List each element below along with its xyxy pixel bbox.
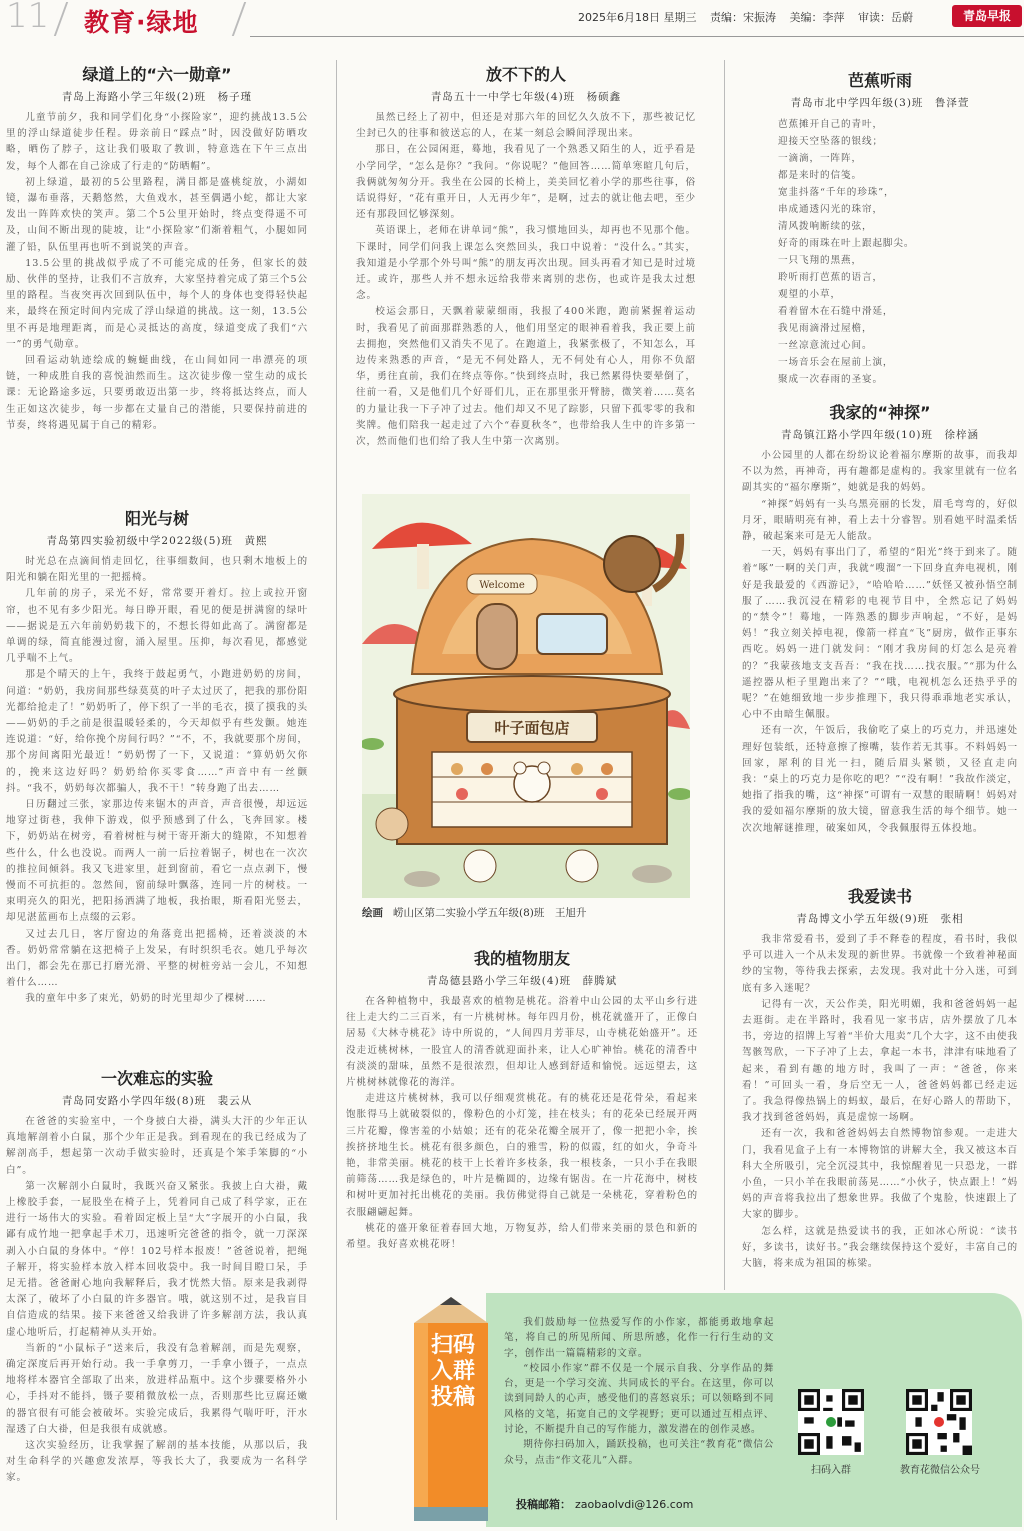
poem-line: 一丝凉意流过心间。: [778, 340, 873, 351]
bakery-window: [537, 614, 607, 654]
article-title: 阳光与树: [124, 509, 189, 528]
bear-customer: [566, 850, 598, 882]
issue-date: 2025年6月18日 星期三: [578, 11, 697, 24]
article-home-detective: [742, 400, 1018, 837]
painting-caption: [362, 905, 692, 920]
paragraph: 还有一次，我和爸爸妈妈去自然博物馆参观。一走进大门，我看见盒子上有一本博物馆的讲解大全，我又被这本百科大全所吸引，完全沉浸其中，我惊醒着见一只恐龙，一群小鱼，一只小羊在我眼前荡晃……“小伙子，快点跟上！”妈妈的声音将我拉出了想象世界。我做了个鬼脸，快速跟上了大家的脚步。: [742, 1128, 1018, 1221]
paragraph: 小公园里的人都在纷纷议论着福尔摩斯的故事，而我却不以为然，再神奇，再有趣都是虚构的。我家里就有一位名副其实的“福尔摩斯”，她就是我的妈妈。: [742, 450, 1018, 494]
paragraph: 几年前的房子，采光不好，常常要开着灯。拉上或拉开窗帘，也不见有多少阳光。每日睁开眼，看见的便是拼满窗的绿叶——据说是五六年前奶奶栽下的，不想长得如此高了。满窗都是单调的绿，简直能漫过窗，涌入屋里。压抑，每次看见，都感觉几乎喘不上气。: [6, 588, 308, 665]
article-title: 我家的“神探”: [829, 403, 931, 422]
paragraph: 日历翻过三张，家那边传来锯木的声音，声音很慢，却远远地穿过街巷，我伸下游戏，似乎预感到了什么，飞奔回家。楼下，奶奶站在树旁，看着树桩与树干寄开渐大的缝隙，不知想着些什么，什么也没说。而两人一前一后拉着锯子，树也在一次次的推拉间倾斜。我又飞进家里，赶到窗前，看它一点点剥下，慢慢而不可抗拒的。忽然间，窗前绿叶飘落，连同一片的树枝。一束明亮久的阳光，把阳扬洒满了地板，我抬眼，斯看阳光竖去，却见湛蓝画布上点缀的云彩。: [6, 799, 308, 924]
article-byline: 青岛五十一中学七年级(4)班 杨硕鑫: [430, 91, 622, 103]
paragraph: 我的童年中多了束光，奶奶的时光里却少了棵树……: [25, 993, 267, 1005]
banner-paragraph: 我们鼓励每一位热爱写作的小作家，都能勇敢地拿起笔，将自己的所见所闻、所思所感，化作一行行生动的文字，创作出一篇篇精彩的文章。: [504, 1317, 774, 1359]
paragraph: 第一次解剖小白鼠时，我既兴奋又紧张。我披上白大褂，戴上橡胶手套，一屁股坐在椅子上，凭着同自己成了科学家，正在进行一场伟大的实验。看着固定板上呈“大”字展开的小白鼠，我鄙有成竹地一把拿起手术刀，迅速听完爸爸的指令，就一刀深深剥入小白鼠的身体中。“停！102号样本报废！”爸爸说着，把绳子解开，将实验样本放入样本回收袋中。我一时间目瞪口呆，手足无措。爸爸耐心地向我解释后，我才恍然大悟。原来是我剥得太深了，破坏了小白鼠的许多器官。哦，就这别不过，是我盲目自信造成的结果。接下来爸爸又给我讲了许多解剖方法，我认真虚心地听后，打起精神从头开始。: [6, 1180, 308, 1338]
paragraph: 又过去几日，客厅窗边的角落竟出把摇椅，还着淡淡的木香。奶奶常常躺在这把椅子上发呆，有时织织毛衣。她几乎每次出门，都会先在那已打磨光滑、平整的树桩旁站一会儿，不知想着什么……: [6, 928, 308, 989]
banner-paragraph: 期待你扫码加入，踊跃投稿，也可关注“教育花”微信公众号，点击“作文花儿”入群。: [504, 1439, 774, 1466]
header-rule: [250, 36, 1024, 37]
article-byline: 青岛德县路小学三年级(4)班 薛腾斌: [426, 975, 618, 987]
article-title: 放不下的人: [485, 65, 566, 84]
article-byline: 青岛市北中学四年级(3)班 鲁泽萱: [790, 97, 970, 109]
poem-line: 一场音乐会在屋前上演，: [778, 357, 894, 368]
paragraph: 时光总在点滴间悄走回忆，往事细数间，也只剩木地板上的阳光和躺在阳光里的一把摇椅。: [6, 556, 308, 584]
bakery-door: [477, 604, 517, 669]
poem-line: 观望的小草，: [778, 289, 841, 300]
paragraph: 怎么样，这就是热爱读书的我，正如冰心所说：“读书好，多读书，读好书。”我会继续保持这个爱好，丰富自己的大脑，将来成为祖国的栋梁。: [742, 1225, 1018, 1270]
designer-credit: 美编：李萍: [789, 11, 845, 24]
article-body: [742, 448, 1018, 837]
article-body: [742, 932, 1018, 1272]
article-body: [346, 994, 698, 1253]
article-experiment: [6, 1066, 308, 1487]
article-title: 芭蕉听雨: [847, 71, 912, 90]
header-divider: [232, 2, 246, 36]
article-body: [356, 110, 696, 450]
poem-line: 芭蕉摊开自己的青叶，: [778, 119, 883, 130]
paragraph: 在爸爸的实验室中，一个身披白大褂，满头大汗的少年正认真地解剖着小白鼠，那个少年正是我。到看现在的我已经成为了解剖高手，想起第一次动手做实验时，还真是个笨手笨脚的“小白”。: [6, 1116, 308, 1176]
article-byline: 青岛同安路小学四年级(8)班 裴云从: [61, 1095, 253, 1107]
paragraph: 回看运动轨迹绘成的蜿蜒曲线，在山间如同一串漂亮的项链，一种成胜自我的喜悦油然而生。这次徒步像一堂生动的成长课：无论路途多远，只要勇敢迈出第一步，终将抵达终点，而人生正如这次徒步，每一步都在丈量自己的潜能，只要保持前进的节奏，终将遇见属于自己的精彩。: [6, 355, 308, 431]
paragraph: 13.5公里的挑战似乎成了不可能完成的任务，但家长的鼓励、伙伴的坚持，让我们不言放弃，大家坚持着完成了第三个5公里的路程。当夜突再次回到队伍中，每个人的身体也变得轻快起来，最终在预定时间内完成了浮山绿道的挑战。这一刻，13.5公里不再是地理距离，而是心灵抵达的高度，绿道变成了我们“六一”的勇气勋章。: [6, 257, 308, 350]
poem-line: 看着留木在石缝中滑延，: [778, 306, 894, 317]
banner-text: [504, 1315, 774, 1468]
page-number: 11: [6, 0, 50, 36]
article-byline: 青岛第四实验初级中学2022级(5)班 黄熙: [46, 535, 268, 547]
paragraph: 初上绿道，最初的5公里路程，满目都是盛桃绽放，小湖如镜，瀑布垂落，天鹅悠然，大鱼戏水，甚至偶遇小蛇，都让大家发出一阵阵欢快的笑声。第二个5公里开始时，终点变得遥不可及，山间不断出现的陡坡，让“小探险家”们渐着粗气，小腿如同灌了铅，队伍里再也听不到说笑的声音。: [6, 176, 308, 253]
mushroom-stem: [417, 544, 429, 589]
article-byline: 青岛上海路小学三年级(2)班 杨子瑾: [61, 91, 253, 103]
paragraph: 当新的“小鼠标子”送来后，我没有急着解剖，而是先观察，确定深度后再开始行动。我一手拿剪刀，一手拿小镊子，一点点地将样本器官全部取了出来，放进样品瓶中。这个步骤要格外小心，手抖对不能抖，镊子要稍微放松一点，否则那些比豆腐还嫩的器官很有可能会被破坏。实验完成后，我累得气喘吁吁，汗水湿透了白大褂，但是我很有成就感。: [6, 1342, 308, 1435]
bakery-painting: [362, 494, 690, 898]
paragraph: 一天，妈妈有事出门了，希望的“阳光”终于到来了。随着“啄”一啊的关门声，我就“嗖溜”一下回身直奔电视机，刚好是我最爱的《西游记》，“哈哈哈……”妖怪又被孙悟空制服了……我沉浸在精彩的电视节目中，全然忘记了妈妈的“禁令”！蓦地，一阵熟悉的脚步声响起，“不好，是妈妈！”我立刻关掉电视，像箭一样直“飞”厨房，做作正事东西吃。妈妈一进门就发问：“刚才我房间的灯怎么是亮着的？”我蒙孩地支支吾吾：“我在找……找衣服。”“那为什么遥控器从柜子里跑出来了？”“哦，电视机怎么还热乎乎的呢？”在她细致地一步步推理下，我只得乖乖地老实承认，心中不由暗生佩服。: [742, 547, 1018, 721]
pastry: [571, 763, 583, 775]
poem-line: 串成通透闪光的珠帘，: [778, 204, 883, 215]
email-address[interactable]: zaobaolvdi@126.com: [575, 1498, 694, 1511]
poem-line: 一滴滴，一阵阵，: [778, 153, 862, 164]
poem-line: 迎接天空坠落的银线；: [778, 136, 883, 147]
article-byline: 青岛博文小学五年级(9)班 张相: [796, 913, 964, 925]
email-label: 投稿邮箱：: [516, 1498, 571, 1511]
pastry: [481, 763, 493, 775]
proofreader-credit: 审读：岳蔚: [858, 11, 913, 24]
article-banana-rain: [742, 68, 1018, 388]
paragraph: 走进这片桃树林，我可以仔细观赏桃花。有的桃花还是花骨朵，看起来饱胀得马上就破裂似的，像粉色的小灯笼，挂在枝头；有的花朵已经展开两三片花瓣，像害羞的小姑娘；还有的花朵花瓣全展开了，像一把把小伞，挨挨挤挤地生长。桃花有很多颜色，白的雅雪，粉的似霞，红的如火，争奇斗艳，非常美丽。桃花的枝干上长着许多枝条，我一根枝条，一只小手在我眼前筛荡……我是绿色的，叶片是椭圆的，边缘有锯齿。在一片花海中，树枝和树叶更加衬托出桃花的美丽。我仿佛觉得自己就是一朵桃花，穿着粉色的衣服翩翩起舞。: [346, 1093, 698, 1218]
pastry: [456, 788, 468, 800]
snail-shell: [604, 536, 660, 592]
article-body: [6, 110, 308, 434]
paragraph: 那是个晴天的上午，我终于鼓起勇气，小跑进奶奶的房间，问道：“奶奶，我房间那些绿莫莫的叶子太过厌了，把我的那份阳光都给抢走了！”奶奶听了，停下织了一半的毛衣，摸了摸我的头——奶奶的手之前是很温暖轻柔的，今天却似乎有些发颤。她连连说道：“好，给你挽个房间行吗？”“不，不，我就要那个房间，那个房间离阳光最近！”奶奶愣了一下，又说道：“算奶奶欠你的，挽来这边好吗？奶奶给你买零食……”声音中有一丝颤抖。“我不，奶奶每次都骗人，我不干！”转身跑了出去……: [6, 669, 308, 794]
pastry: [451, 763, 463, 775]
pencil-ferrule: [414, 1507, 488, 1521]
column-divider: [724, 60, 725, 1290]
pastry: [596, 788, 608, 800]
caption-credit: 崂山区第二实验小学五年级(8)班 王旭升: [393, 907, 587, 919]
qr-label-group: 扫码入群: [811, 1465, 851, 1476]
paragraph: 我非常爱看书，爱到了手不释卷的程度，看书时，我似乎可以进入一个从未发现的新世界。书就像一个致着神秘面纱的宝物，等待我去探索，去发现。我对此十分入迷，可到底有多入迷呢？: [742, 934, 1018, 994]
paragraph: 这次实验经历，让我掌握了解剖的基本技能，从那以后，我对生命科学的兴趣愈发浓厚，等我长大了，我要成为一名科学家。: [6, 1440, 308, 1484]
poem-line: 都是来时的信笺。: [778, 170, 862, 181]
header-divider: [54, 2, 68, 36]
header-info: [578, 9, 923, 25]
paragraph: 虽然已经上了初中，但还是对那六年的回忆久久放不下，那些被记忆尘封已久的往事和彼送忘的人，在某一刻总会瞬间浮现出来。: [356, 112, 696, 140]
stone: [404, 871, 440, 887]
poem-line: 我见雨滴滑过屋檐，: [778, 323, 873, 334]
article-sunlight-tree: [6, 506, 308, 1008]
qr-label-wechat: 教育花微信公众号: [900, 1465, 980, 1476]
stone: [632, 865, 672, 883]
paragraph: 校运会那日，天飘着蒙蒙细雨，我报了400米跑，跑前紧握着运动时，我看见了前面那群熟悉的人，他们用坚定的眼神看着我，我正要上前去拥抱，突然他们又消失不见了。在跑道上，我紧张极了，不知怎么，耳边传来熟悉的声音，“是无不何处路人，无不何处有心人，用你不负韶华，勇往直前，我们在终点等你。”快到终点时，我已然累得快要晕倒了，往前一看，又是他们几个好哥们儿，正在那里张开臂膀，微笑着……莫名的力量让我一下子冲了过去。他们却又不见了踪影，只留下孤零零的我和奖牌。他们陪我一起走过了六个“春夏秋冬”，也带给我人生中的许多第一次，然而他们也们给了我人生中第一次离别。: [356, 306, 696, 448]
paragraph: 桃花的盛开象征着春回大地，万物复苏，给人们带来美丽的景色和新的希望。我好喜欢桃花呀！: [346, 1222, 698, 1251]
paragraph: 还有一次，午饭后，我偷吃了桌上的巧克力，并迅速处理好包装纸，还特意擦了擦嘴，装作若无其事。不料妈妈一回家，犀利的目光一扫，随后眉头紧锁，又径直走向我：“桌上的巧克力是你吃的吧？”“没有啊！”我故作淡定，她指了指我的嘴，这“神探”可谓有一双慧的眼睛啊！妈妈对我的爱如福尔摩斯的放大镜，留意我生活的每个细节。她一次次地解谜推理，破案如风，令我佩服得五体投地。: [742, 725, 1018, 834]
newspaper-logo: 青岛早报: [952, 5, 1022, 27]
article-body: [6, 1114, 308, 1487]
poem-line: 聚成一次春雨的圣宴。: [778, 374, 883, 385]
poem-line: 一只飞翔的黑燕，: [778, 255, 862, 266]
welcome-sign-text: Welcome: [479, 580, 525, 591]
paragraph: 英语课上，老师在讲单词“熊”，我习惯地回头，却再也不见那个他。下课时，同学们问我上课怎么突然回头，我口中说着：“没什么。”其实，我知道是小学那个外号叫“熊”的朋友再次出现。回头再看才知已是时过境迁。或许，那些人并不想永远给我带来离别的悲伤，也或许是我太过想念。: [356, 225, 696, 302]
article-love-reading: [742, 884, 1018, 1272]
submission-email: [516, 1496, 693, 1512]
article-title: 绿道上的“六一勋章”: [82, 65, 232, 84]
article-title: 我的植物朋友: [473, 949, 570, 968]
group-qr-code[interactable]: [798, 1389, 864, 1455]
bear-customer: [464, 850, 496, 882]
squirrel: [376, 808, 408, 840]
shop-sign-text: 叶子面包店: [494, 719, 570, 737]
column-divider: [336, 60, 337, 1520]
article-green-path: [6, 62, 308, 434]
caption-label: 绘画: [362, 907, 383, 919]
pencil-highlight: [414, 1323, 428, 1507]
poem-body: [778, 116, 1018, 388]
paragraph: “神探”妈妈有一头乌黑亮丽的长发，眉毛弯弯的，好似月牙，眼睛明亮有神，看上去十分睿智。别看她平时温柔恬静，破起案来可是无人能敌。: [742, 498, 1018, 543]
pencil-lead: [440, 1297, 462, 1305]
article-title: 一次难忘的实验: [100, 1069, 213, 1088]
trunk-top: [394, 676, 670, 712]
poem-line: 清风拨响断续的弦，: [778, 221, 873, 232]
page-header: [0, 0, 1024, 38]
poem-line: 聆听雨打芭蕉的语言，: [778, 272, 883, 283]
paragraph: 在各种植物中，我最喜欢的植物是桃花。浴着中山公园的太平山乡行进往上走大约二三百米，有一片桃树林。每年四月份，桃花就盛开了，正像白居易《大林寺桃花》诗中所说的，“人间四月芳菲尽，山寺桃花始盛开”。还没走近桃树林，一股宜人的清香就迎面扑来，让人心旷神怡。桃花的清香中有淡淡的甜味，虽然不是很浓烈，但却让人感到舒适和愉悦。远远望去，这片桃树林就像花的海洋。: [346, 996, 698, 1089]
submission-banner: [396, 1293, 1022, 1527]
article-title: 我爱读书: [847, 887, 912, 906]
section-title: 教育·绿地: [84, 8, 199, 37]
wechat-qr-code[interactable]: [906, 1389, 972, 1455]
poem-line: 好奇的雨珠在叶上跟起脚尖。: [778, 238, 915, 249]
paragraph: 那日，在公园闲逛，蓦地，我看见了一个熟悉又陌生的人，近乎看是小学同学，“怎么是你？”我问。“你说呢？”他回答……简单寒暄几句后，我俩就匆匆分开。我坐在公园的长椅上，美美回忆着小学的那些往事，俗话说得好，“花有重开日，人无再少年”，是啊，过去的就让他去吧，至少还有那段回忆够深刻。: [356, 144, 696, 221]
bear-ear: [538, 762, 550, 774]
banner-paragraph: “校园小作家”群不仅是一个展示自我、分享作品的舞台，更是一个学习交流、共同成长的平台。在这里，你可以读到同龄人的心声，感受他们的喜怒哀乐；可以领略到不同风格的文笔，拓宽自己的文学视野；更可以通过互相点评、讨论，不断提升自己的写作能力，激发潜在的创作灵感。: [504, 1362, 774, 1436]
bear-ear: [514, 762, 526, 774]
article-plant-friend: [346, 946, 698, 1253]
banner-title: 扫码入群投稿: [430, 1333, 475, 1410]
pastry: [601, 763, 613, 775]
article-byline: 青岛镇江路小学四年级(10)班 徐梓涵: [780, 429, 980, 441]
poem-line: 宽韭抖落“千年的珍珠”，: [778, 187, 895, 198]
article-cant-let-go: [356, 62, 696, 450]
paragraph: 儿童节前夕，我和同学们化身“小探险家”，迎约挑战13.5公里的浮山绿道徒步任程。毋亲前日“踩点”时，因没做好防晒攻略，晒伤了脖子，这让我们吸取了教训，特意选在下午三点出发，每个人都在自己涂成了行走的“防晒帽”。: [6, 112, 308, 172]
article-body: [6, 554, 308, 1008]
editor-credit: 责编：宋振涛: [710, 11, 776, 24]
paragraph: 记得有一次，天公作美，阳光明媚，我和爸爸妈妈一起去逛街。走在半路时，我看见一家书店，店外摆放了几本书，旁边的招牌上写着“半价大甩卖”几个大字，这不由使我驾骸驾欣，一下子冲了上去，拿起一本书，津津有味地看了起来，看到有趣的地方时，我叫了一声：“爸爸，你来看！”可回头一看，身后空无一人，爸爸妈妈都已经走远了。我急得像热锅上的蚂蚁，最后，在好心路人的帮助下，我才找到爸爸妈妈，真是虚惊一场啊。: [742, 998, 1018, 1124]
